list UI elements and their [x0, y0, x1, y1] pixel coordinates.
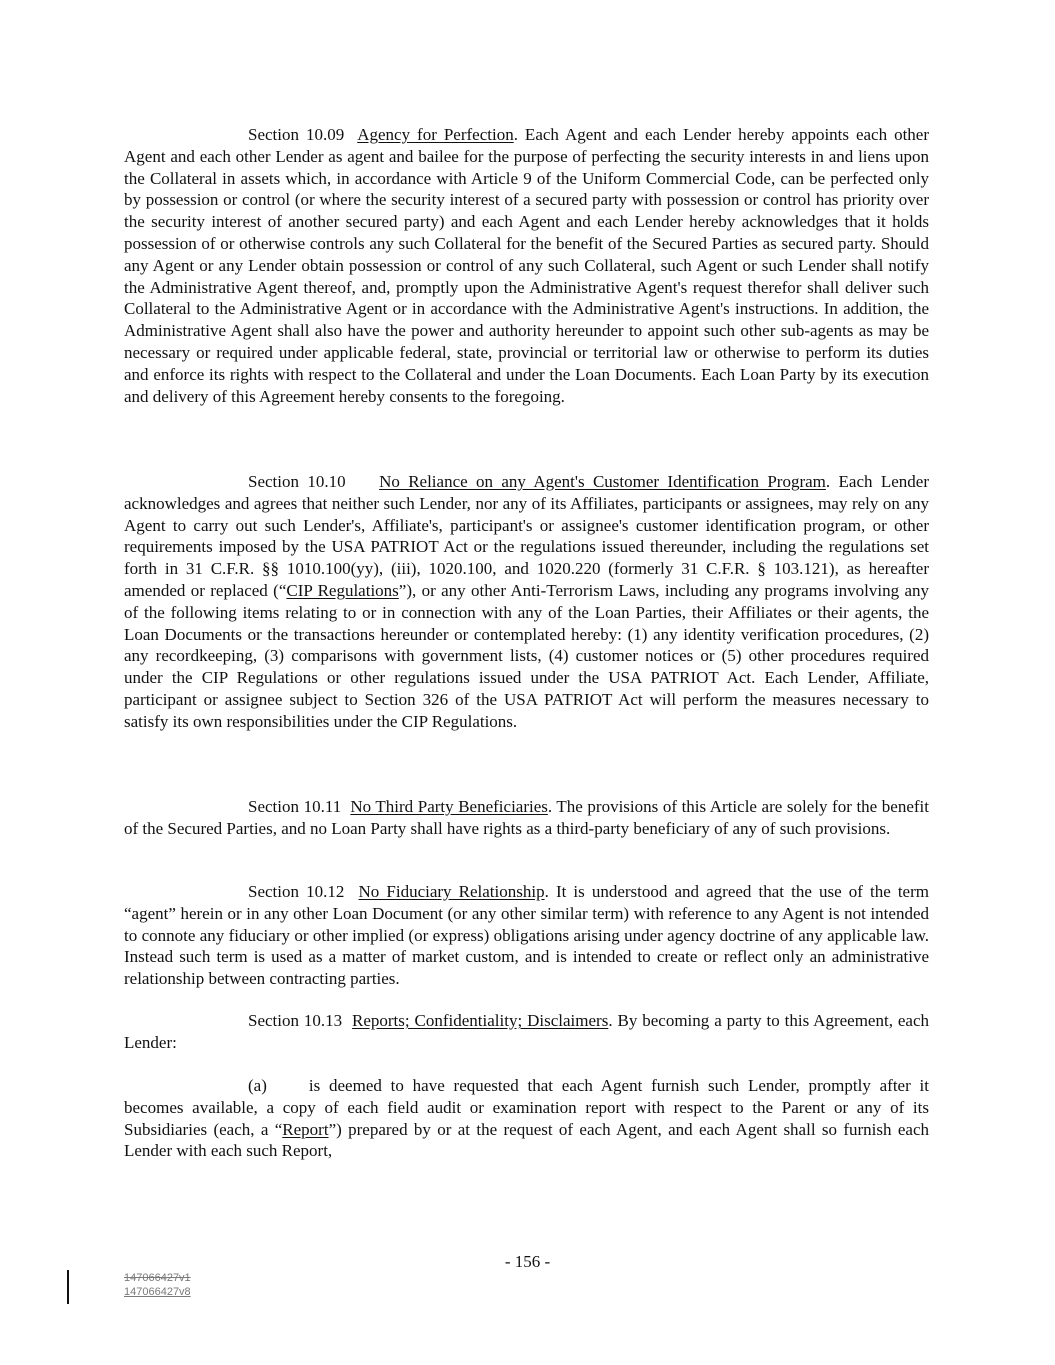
section-title: Reports; Confidentiality; Disclaimers [352, 1011, 609, 1030]
section-body: . Each Lender acknowledges and agrees that neither such Lender, nor any of its Affiliates, participants or assignees, may rely on any Agent to carry out such Lender's, Affiliate's, participant's or assignee's customer identification program, or other requirements imposed by the USA PATRIOT Act or the regulations issued thereunder, including the regulations set forth in 31 C.F.R. §§ 1010.100(yy), (iii), 1020.100, and 1020.220 (formerly 31 C.F.R. § 103.121), as hereafter amended or replaced (“ [124, 472, 929, 600]
section-number: Section 10.12 [248, 882, 345, 901]
doc-id-new: 147066427v8 [124, 1286, 191, 1298]
clause-body: is deemed to have requested that each Agent furnish such Lender, promptly after it becomes available, a copy of each field audit or examination report with respect to the Parent or any of its Subsidiaries (each, a “ [124, 1076, 929, 1139]
section-title: No Fiduciary Relationship [358, 882, 545, 901]
section-10-10 [124, 471, 929, 733]
section-body-continued: ”), or any other Anti-Terrorism Laws, including any programs involving any of the following items relating to or in connection with any of the Loan Parties, their Affiliates or their agents, the Loan Documents or the transactions hereunder or contemplated hereby: (1) any identity verification procedures, (2) any recordkeeping, (3) comparisons with government lists, (4) customer notices or (5) other procedures required under the CIP Regulations or other regulations issued under the USA PATRIOT Act. Each Lender, Affiliate, participant or assignee subject to Section 326 of the USA PATRIOT Act will perform the measures necessary to satisfy its own responsibilities under the CIP Regulations. [124, 580, 929, 731]
section-body: . The provisions of this Article are solely for the benefit of the Secured Parties, and no Loan Party shall have rights as a third-party beneficiary of any of such provisions. [124, 797, 930, 838]
section-10-12 [124, 881, 929, 990]
doc-id-old: 147066427v1 [124, 1272, 191, 1284]
section-body: . It is understood and agreed that the use of the term “agent” herein or in any other Loan Document (or any other similar term) with reference to any Agent is not intended to connote any fiduciary or other implied (or express) obligations arising under agency doctrine of any applicable law. Instead such term is used as a matter of market custom, and is intended to create or reflect only an administrative relationship between contracting parties. [124, 882, 929, 989]
section-title: No Reliance on any Agent's Customer Identification Program [379, 472, 826, 491]
change-bar [67, 1270, 69, 1304]
page-number: - 156 - [504, 1252, 551, 1271]
defined-term: CIP Regulations [286, 580, 399, 600]
document-ids [124, 1271, 191, 1299]
section-title: No Third Party Beneficiaries [350, 797, 548, 816]
section-10-11 [124, 796, 929, 840]
defined-term: Report [282, 1119, 329, 1139]
section-number: Section 10.13 [248, 1011, 343, 1030]
section-body: . By becoming a party to this Agreement, each Lender: [124, 1011, 930, 1052]
clause-label: (a) [248, 1076, 267, 1095]
clause-a [124, 1075, 929, 1162]
section-number: Section 10.10 [248, 472, 346, 491]
section-10-09 [124, 124, 929, 407]
clause-body-continued: ”) prepared by or at the request of each Agent, and each Agent shall so furnish each Lender with each such Report, [124, 1119, 929, 1161]
section-body: . Each Agent and each Lender hereby appoints each other Agent and each other Lender as agent and bailee for the purpose of perfecting the security interests in and liens upon the Collateral in assets which, in accordance with Article 9 of the Uniform Commercial Code, can be perfected only by possession or control (or where the security interest of a secured party with possession or control has priority over the security interest of another secured party) and each Agent and each Lender hereby acknowledges that it holds possession of or otherwise controls any such Collateral for the benefit of the Secured Parties as secured party. Should any Agent or any Lender obtain possession or control of any such Collateral, such Agent or such Lender shall notify the Administrative Agent thereof, and, promptly upon the Administrative Agent's request therefor shall deliver such Collateral to the Administrative Agent or in accordance with the Administrative Agent's instructions. In addition, the Administrative Agent shall also have the power and authority hereunder to appoint such other sub-agents as may be necessary or required under applicable federal, state, provincial or territorial law or otherwise to perform its duties and enforce its rights with respect to the Collateral and under the Loan Documents. Each Loan Party by its execution and delivery of this Agreement hereby consents to the foregoing. [124, 125, 930, 406]
section-title: Agency for Perfection [357, 125, 514, 144]
section-number: Section 10.11 [248, 797, 342, 816]
section-10-13 [124, 1010, 929, 1054]
section-number: Section 10.09 [248, 125, 345, 144]
